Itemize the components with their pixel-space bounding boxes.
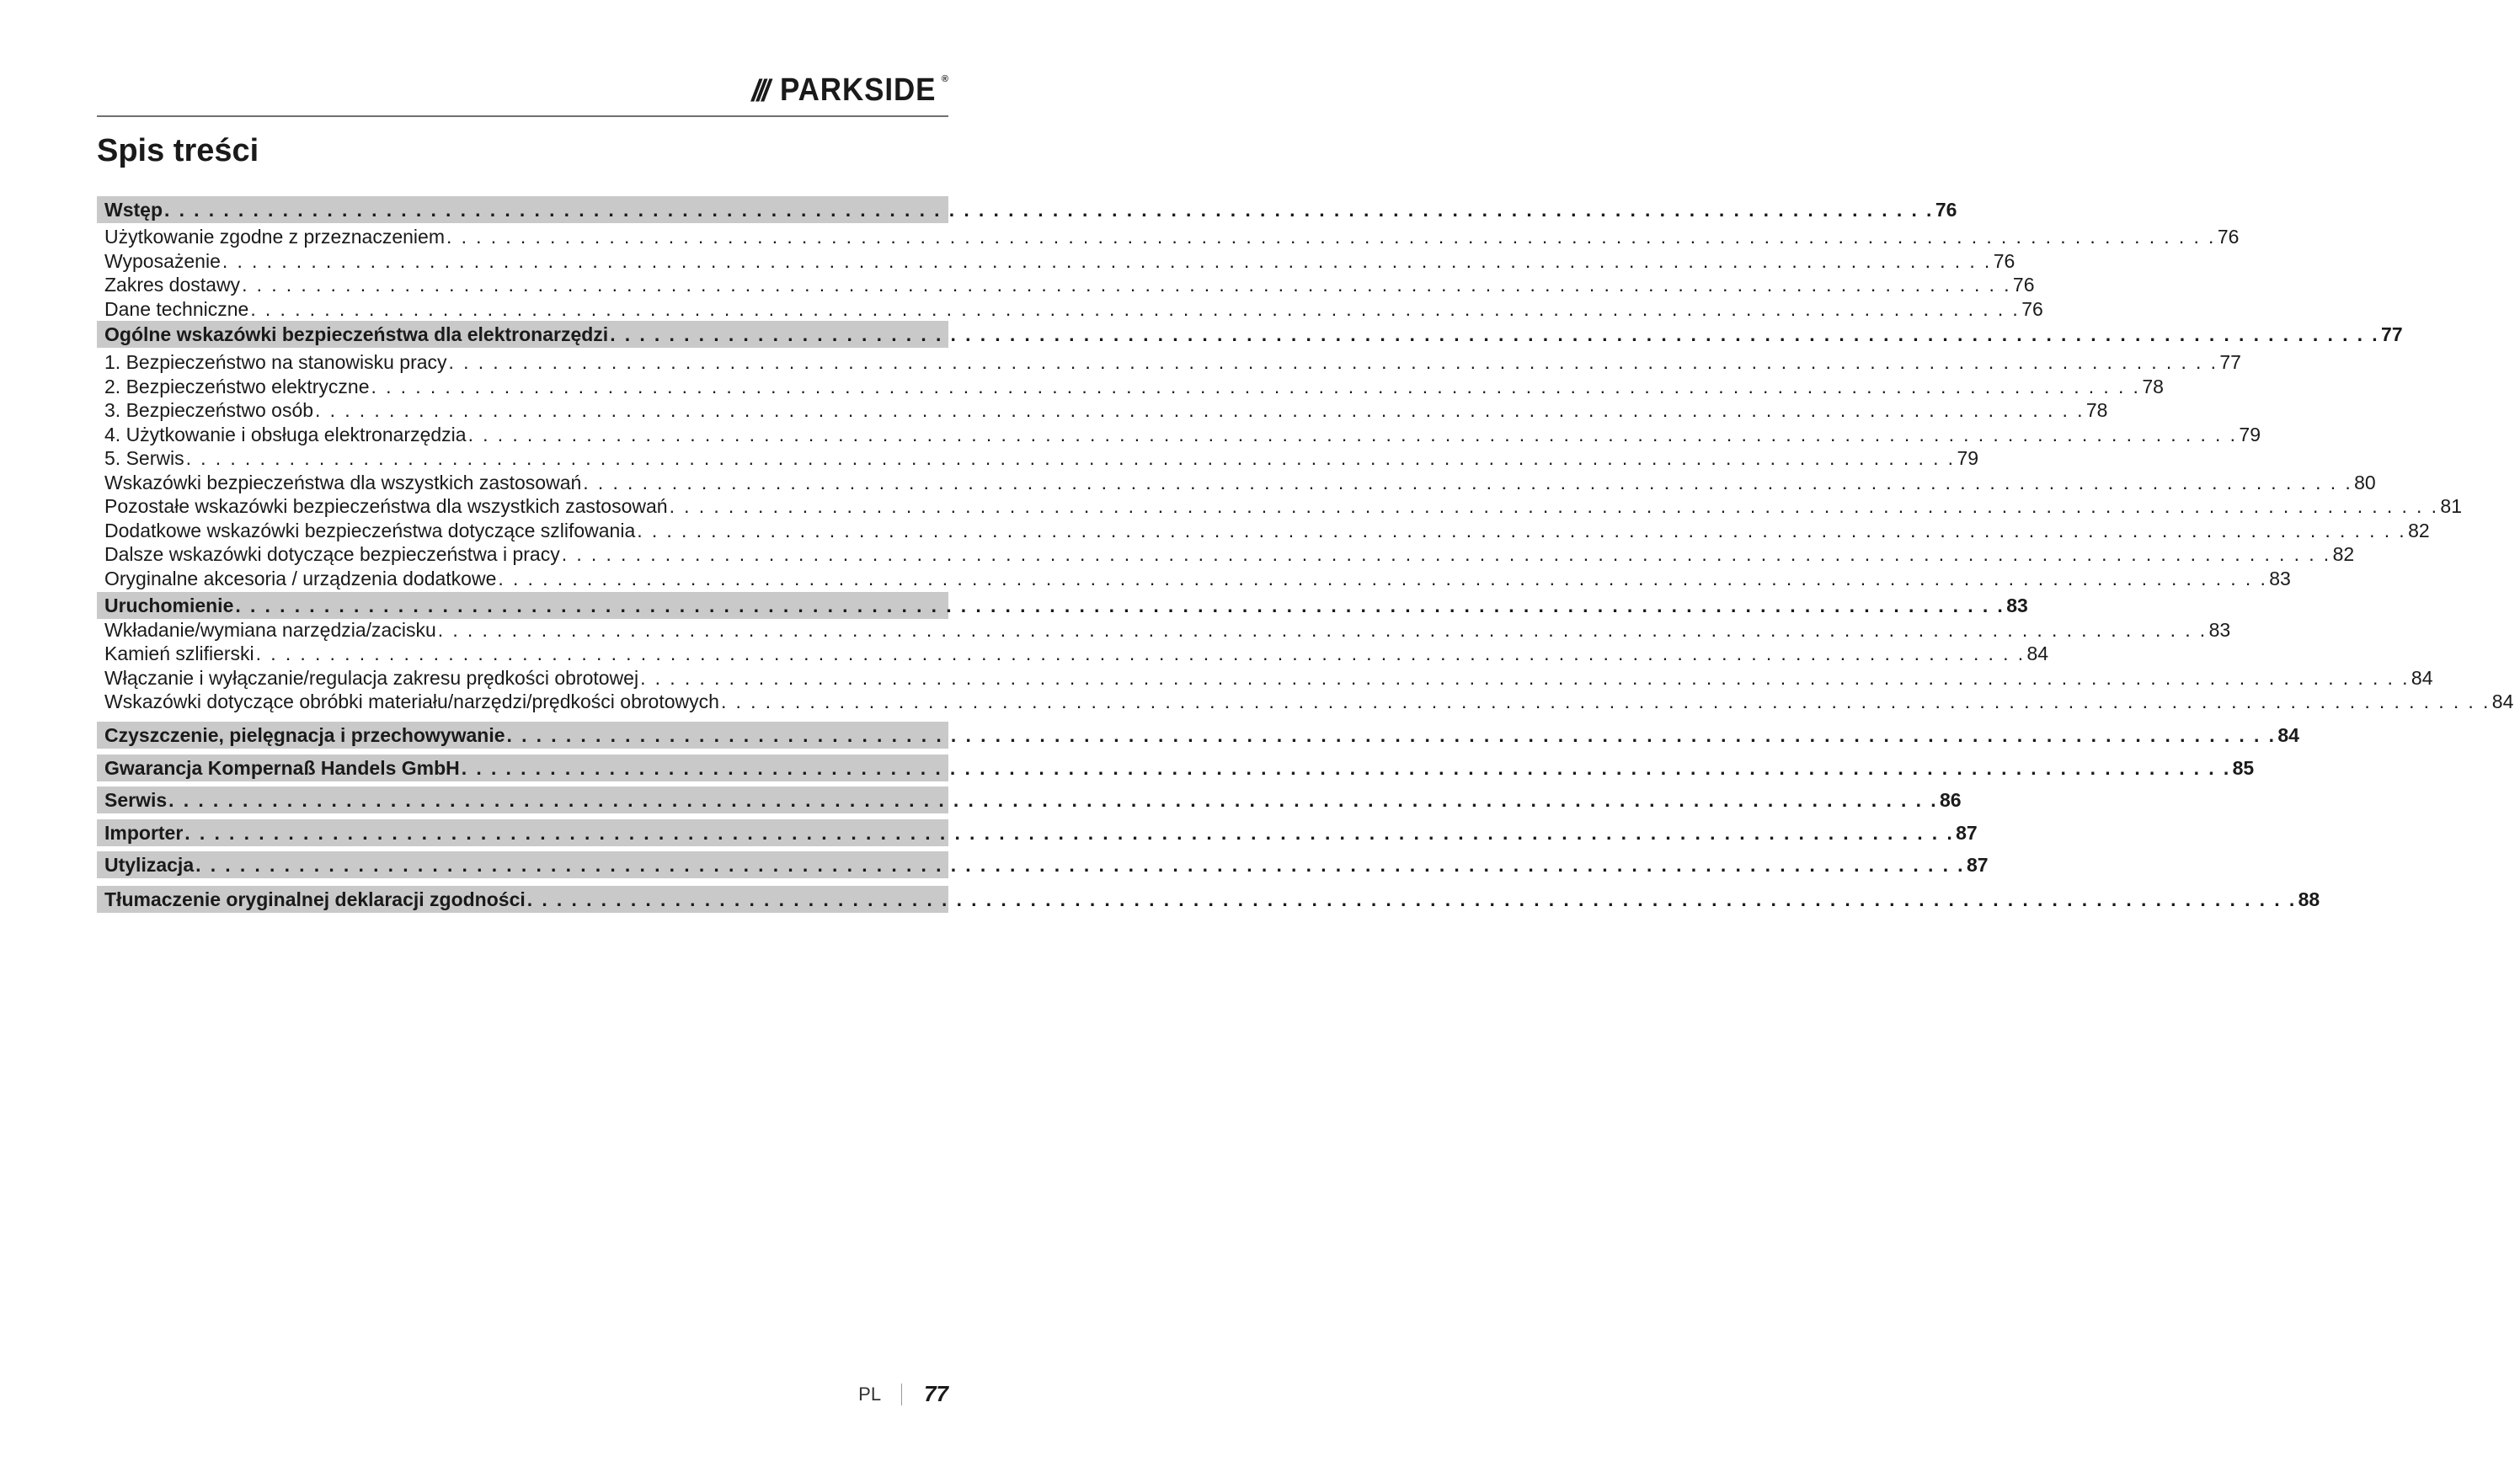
toc-page-number: 84 — [2277, 723, 2299, 746]
toc-leader-dots: . . . . . . . . . . . . . . . . . . . . . . . . . . . . . . . . . . . . . . . . . . . . . . . . . . . . . . . . . . . . . . . . . . . . . . . . . . . . . . . . . . . . . . . . . . . . . . . . . . . . . . . . . . . . . . . . . . . . . . . . — [242, 273, 2011, 296]
toc-leader-dots: . . . . . . . . . . . . . . . . . . . . . . . . . . . . . . . . . . . . . . . . . . . . . . . . . . . . . . . . . . . . . . . . . . . . . . . . . . . . . . . . . . . . . . . . . . . . . . . . . . . . . . . . . . . . . . . . . . . . . . . . — [437, 618, 2208, 641]
toc-leader-dots: . . . . . . . . . . . . . . . . . . . . . . . . . . . . . . . . . . . . . . . . . . . . . . . . . . . . . . . . . . . . . . . . . . . . . . . . . . . . . . . . . . . . . . . . . . . . . . . . . . . . . . . . . . . . . . . . . . . . . . . . — [461, 756, 2231, 779]
toc-page-number: 84 — [2411, 666, 2433, 689]
toc-item — [97, 541, 2355, 568]
toc-label: Czyszczenie, pielęgnacja i przechowywanie — [104, 723, 505, 746]
toc-page-number: 78 — [2085, 398, 2108, 421]
toc-label: Dane techniczne — [104, 297, 249, 320]
toc-page-number: 80 — [2354, 471, 2376, 493]
footer-page-number: 77 — [924, 1381, 948, 1406]
toc-leader-dots: . . . . . . . . . . . . . . . . . . . . . . . . . . . . . . . . . . . . . . . . . . . . . . . . . . . . . . . . . . . . . . . . . . . . . . . . . . . . . . . . . . . . . . . . . . . . . . . . . . . . . . . . . . . . . . . . . . . . . . . . — [164, 198, 1934, 221]
toc-section — [97, 196, 1957, 223]
toc-page-number: 87 — [1956, 821, 1978, 844]
toc-item — [97, 640, 2049, 667]
toc-label: Wskazówki dotyczące obróbki materiału/narzędzi/prędkości obrotowych — [104, 690, 719, 712]
toc-leader-dots: . . . . . . . . . . . . . . . . . . . . . . . . . . . . . . . . . . . . . . . . . . . . . . . . . . . . . . . . . . . . . . . . . . . . . . . . . . . . . . . . . . . . . . . . . . . . . . . . . . . . . . . . . . . . . . . . . . . . . . . . — [526, 888, 2297, 910]
toc-section — [97, 786, 1962, 813]
toc-label: Zakres dostawy — [104, 273, 241, 296]
toc-leader-dots: . . . . . . . . . . . . . . . . . . . . . . . . . . . . . . . . . . . . . . . . . . . . . . . . . . . . . . . . . . . . . . . . . . . . . . . . . . . . . . . . . . . . . . . . . . . . . . . . . . . . . . . . . . . . . . . . . . . . . . . . — [235, 594, 2005, 616]
toc-leader-dots: . . . . . . . . . . . . . . . . . . . . . . . . . . . . . . . . . . . . . . . . . . . . . . . . . . . . . . . . . . . . . . . . . . . . . . . . . . . . . . . . . . . . . . . . . . . . . . . . . . . . . . . . . . . . . . . . . . . . . . . . — [561, 542, 2331, 565]
toc-page-number: 83 — [2269, 567, 2291, 589]
toc-leader-dots: . . . . . . . . . . . . . . . . . . . . . . . . . . . . . . . . . . . . . . . . . . . . . . . . . . . . . . . . . . . . . . . . . . . . . . . . . . . . . . . . . . . . . . . . . . . . . . . . . . . . . . . . . . . . . . . . . . . . . . . . — [222, 249, 1992, 272]
toc-page-number: 82 — [2332, 542, 2355, 565]
toc-item — [97, 349, 2241, 376]
toc-leader-dots: . . . . . . . . . . . . . . . . . . . . . . . . . . . . . . . . . . . . . . . . . . . . . . . . . . . . . . . . . . . . . . . . . . . . . . . . . . . . . . . . . . . . . . . . . . . . . . . . . . . . . . . . . . . . . . . . . . . . . . . . — [506, 723, 2277, 746]
logo-text: PARKSIDE — [780, 72, 937, 108]
toc-page-number: 78 — [2142, 375, 2164, 397]
toc-leader-dots: . . . . . . . . . . . . . . . . . . . . . . . . . . . . . . . . . . . . . . . . . . . . . . . . . . . . . . . . . . . . . . . . . . . . . . . . . . . . . . . . . . . . . . . . . . . . . . . . . . . . . . . . . . . . . . . . . . . . . . . . — [448, 350, 2218, 373]
toc-item — [97, 271, 2035, 298]
toc-label: Wyposażenie — [104, 249, 221, 272]
toc-leader-dots: . . . . . . . . . . . . . . . . . . . . . . . . . . . . . . . . . . . . . . . . . . . . . . . . . . . . . . . . . . . . . . . . . . . . . . . . . . . . . . . . . . . . . . . . . . . . . . . . . . . . . . . . . . . . . . . . . . . . . . . . — [195, 853, 1965, 876]
toc-leader-dots: . . . . . . . . . . . . . . . . . . . . . . . . . . . . . . . . . . . . . . . . . . . . . . . . . . . . . . . . . . . . . . . . . . . . . . . . . . . . . . . . . . . . . . . . . . . . . . . . . . . . . . . . . . . . . . . . . . . . . . . . — [255, 642, 2026, 664]
toc-page-number: 76 — [1993, 249, 2015, 272]
toc-section — [97, 886, 2320, 913]
toc-leader-dots: . . . . . . . . . . . . . . . . . . . . . . . . . . . . . . . . . . . . . . . . . . . . . . . . . . . . . . . . . . . . . . . . . . . . . . . . . . . . . . . . . . . . . . . . . . . . . . . . . . . . . . . . . . . . . . . . . . . . . . . . — [467, 423, 2238, 445]
footer-language: PL — [858, 1383, 882, 1405]
header-divider — [97, 115, 948, 117]
toc-page-number: 77 — [2381, 323, 2403, 345]
toc-page-number: 79 — [2239, 423, 2261, 445]
toc-leader-dots: . . . . . . . . . . . . . . . . . . . . . . . . . . . . . . . . . . . . . . . . . . . . . . . . . . . . . . . . . . . . . . . . . . . . . . . . . . . . . . . . . . . . . . . . . . . . . . . . . . . . . . . . . . . . . . . . . . . . . . . . — [371, 375, 2141, 397]
toc-label: 3. Bezpieczeństwo osób — [104, 398, 314, 421]
toc-page-number: 76 — [2217, 225, 2240, 248]
toc-page-number: 83 — [2208, 618, 2231, 641]
toc-label: 5. Serwis — [104, 446, 184, 469]
toc-label: Dalsze wskazówki dotyczące bezpieczeństwa i pracy — [104, 542, 560, 565]
toc-leader-dots: . . . . . . . . . . . . . . . . . . . . . . . . . . . . . . . . . . . . . . . . . . . . . . . . . . . . . . . . . . . . . . . . . . . . . . . . . . . . . . . . . . . . . . . . . . . . . . . . . . . . . . . . . . . . . . . . . . . . . . . . — [185, 446, 1956, 469]
toc-leader-dots: . . . . . . . . . . . . . . . . . . . . . . . . . . . . . . . . . . . . . . . . . . . . . . . . . . . . . . . . . . . . . . . . . . . . . . . . . . . . . . . . . . . . . . . . . . . . . . . . . . . . . . . . . . . . . . . . . . . . . . . . — [610, 323, 2380, 345]
toc-label: Importer — [104, 821, 184, 844]
toc-item — [97, 688, 2514, 715]
toc-page-number: 76 — [1935, 198, 1957, 221]
toc-item — [97, 296, 2043, 323]
toc-leader-dots: . . . . . . . . . . . . . . . . . . . . . . . . . . . . . . . . . . . . . . . . . . . . . . . . . . . . . . . . . . . . . . . . . . . . . . . . . . . . . . . . . . . . . . . . . . . . . . . . . . . . . . . . . . . . . . . . . . . . . . . . — [583, 471, 2353, 493]
toc-leader-dots: . . . . . . . . . . . . . . . . . . . . . . . . . . . . . . . . . . . . . . . . . . . . . . . . . . . . . . . . . . . . . . . . . . . . . . . . . . . . . . . . . . . . . . . . . . . . . . . . . . . . . . . . . . . . . . . . . . . . . . . . — [250, 297, 2021, 320]
toc-leader-dots: . . . . . . . . . . . . . . . . . . . . . . . . . . . . . . . . . . . . . . . . . . . . . . . . . . . . . . . . . . . . . . . . . . . . . . . . . . . . . . . . . . . . . . . . . . . . . . . . . . . . . . . . . . . . . . . . . . . . . . . . — [637, 519, 2407, 541]
toc-label: Oryginalne akcesoria / urządzenia dodatkowe — [104, 567, 497, 589]
logo-slashes: /// — [751, 72, 767, 108]
toc-page-number: 86 — [1940, 788, 1962, 811]
toc-section — [97, 321, 2403, 348]
toc-item — [97, 397, 2108, 424]
toc-item — [97, 493, 2463, 520]
toc-item — [97, 565, 2291, 592]
toc-leader-dots: . . . . . . . . . . . . . . . . . . . . . . . . . . . . . . . . . . . . . . . . . . . . . . . . . . . . . . . . . . . . . . . . . . . . . . . . . . . . . . . . . . . . . . . . . . . . . . . . . . . . . . . . . . . . . . . . . . . . . . . . — [720, 690, 2491, 712]
toc-leader-dots: . . . . . . . . . . . . . . . . . . . . . . . . . . . . . . . . . . . . . . . . . . . . . . . . . . . . . . . . . . . . . . . . . . . . . . . . . . . . . . . . . . . . . . . . . . . . . . . . . . . . . . . . . . . . . . . . . . . . . . . . — [498, 567, 2268, 589]
toc-page-number: 85 — [2232, 756, 2255, 779]
toc-label: Ogólne wskazówki bezpieczeństwa dla elektronarzędzi — [104, 323, 609, 345]
toc-leader-dots: . . . . . . . . . . . . . . . . . . . . . . . . . . . . . . . . . . . . . . . . . . . . . . . . . . . . . . . . . . . . . . . . . . . . . . . . . . . . . . . . . . . . . . . . . . . . . . . . . . . . . . . . . . . . . . . . . . . . . . . . — [315, 398, 2085, 421]
toc-label: Tłumaczenie oryginalnej deklaracji zgodności — [104, 888, 526, 910]
toc-leader-dots: . . . . . . . . . . . . . . . . . . . . . . . . . . . . . . . . . . . . . . . . . . . . . . . . . . . . . . . . . . . . . . . . . . . . . . . . . . . . . . . . . . . . . . . . . . . . . . . . . . . . . . . . . . . . . . . . . . . . . . . . — [640, 666, 2410, 689]
toc-page-number: 83 — [2006, 594, 2028, 616]
toc-section — [97, 592, 2028, 619]
toc-section — [97, 722, 2299, 749]
toc-page-number: 87 — [1966, 853, 1989, 876]
toc-leader-dots: . . . . . . . . . . . . . . . . . . . . . . . . . . . . . . . . . . . . . . . . . . . . . . . . . . . . . . . . . . . . . . . . . . . . . . . . . . . . . . . . . . . . . . . . . . . . . . . . . . . . . . . . . . . . . . . . . . . . . . . . — [669, 494, 2439, 517]
toc-label: Włączanie i wyłączanie/regulacja zakresu prędkości obrotowej — [104, 666, 639, 689]
toc-label: Serwis — [104, 788, 168, 811]
toc-label: Utylizacja — [104, 853, 195, 876]
toc-label: Pozostałe wskazówki bezpieczeństwa dla wszystkich zastosowań — [104, 494, 668, 517]
parkside-logo — [751, 72, 948, 109]
toc-label: Uruchomienie — [104, 594, 234, 616]
toc-label: Wkładanie/wymiana narzędzia/zacisku — [104, 618, 436, 641]
toc-leader-dots: . . . . . . . . . . . . . . . . . . . . . . . . . . . . . . . . . . . . . . . . . . . . . . . . . . . . . . . . . . . . . . . . . . . . . . . . . . . . . . . . . . . . . . . . . . . . . . . . . . . . . . . . . . . . . . . . . . . . . . . . — [446, 225, 2216, 248]
toc-label: 4. Użytkowanie i obsługa elektronarzędzia — [104, 423, 467, 445]
toc-label: Użytkowanie zgodne z przeznaczeniem — [104, 225, 445, 248]
toc-item — [97, 223, 2240, 250]
toc-label: Wskazówki bezpieczeństwa dla wszystkich zastosowań — [104, 471, 582, 493]
toc-leader-dots: . . . . . . . . . . . . . . . . . . . . . . . . . . . . . . . . . . . . . . . . . . . . . . . . . . . . . . . . . . . . . . . . . . . . . . . . . . . . . . . . . . . . . . . . . . . . . . . . . . . . . . . . . . . . . . . . . . . . . . . . — [168, 788, 1938, 811]
footer-separator — [901, 1384, 902, 1405]
toc-label: Kamień szlifierski — [104, 642, 254, 664]
toc-page-number: 84 — [2026, 642, 2049, 664]
toc-label: Wstęp — [104, 198, 163, 221]
toc-page-number: 79 — [1957, 446, 1979, 469]
registered-mark: ® — [941, 73, 948, 84]
page-title: Spis treści — [97, 133, 259, 168]
toc-section — [97, 851, 1989, 878]
toc-page-number: 88 — [2298, 888, 2320, 910]
toc-page-number: 76 — [2021, 297, 2043, 320]
toc-label: Dodatkowe wskazówki bezpieczeństwa dotyczące szlifowania — [104, 519, 636, 541]
toc-item — [97, 445, 1979, 472]
toc-section — [97, 819, 1978, 846]
toc-leader-dots: . . . . . . . . . . . . . . . . . . . . . . . . . . . . . . . . . . . . . . . . . . . . . . . . . . . . . . . . . . . . . . . . . . . . . . . . . . . . . . . . . . . . . . . . . . . . . . . . . . . . . . . . . . . . . . . . . . . . . . . . — [184, 821, 1955, 844]
toc-page-number: 81 — [2440, 494, 2463, 517]
toc-label: 2. Bezpieczeństwo elektryczne — [104, 375, 370, 397]
page-footer — [858, 1381, 948, 1407]
toc-section — [97, 754, 2255, 781]
toc-page-number: 82 — [2408, 519, 2430, 541]
toc-page-number: 77 — [2219, 350, 2241, 373]
toc-page-number: 76 — [2012, 273, 2035, 296]
toc-page-number: 84 — [2491, 690, 2514, 712]
toc-label: Gwarancja Kompernaß Handels GmbH — [104, 756, 460, 779]
toc-label: 1. Bezpieczeństwo na stanowisku pracy — [104, 350, 447, 373]
